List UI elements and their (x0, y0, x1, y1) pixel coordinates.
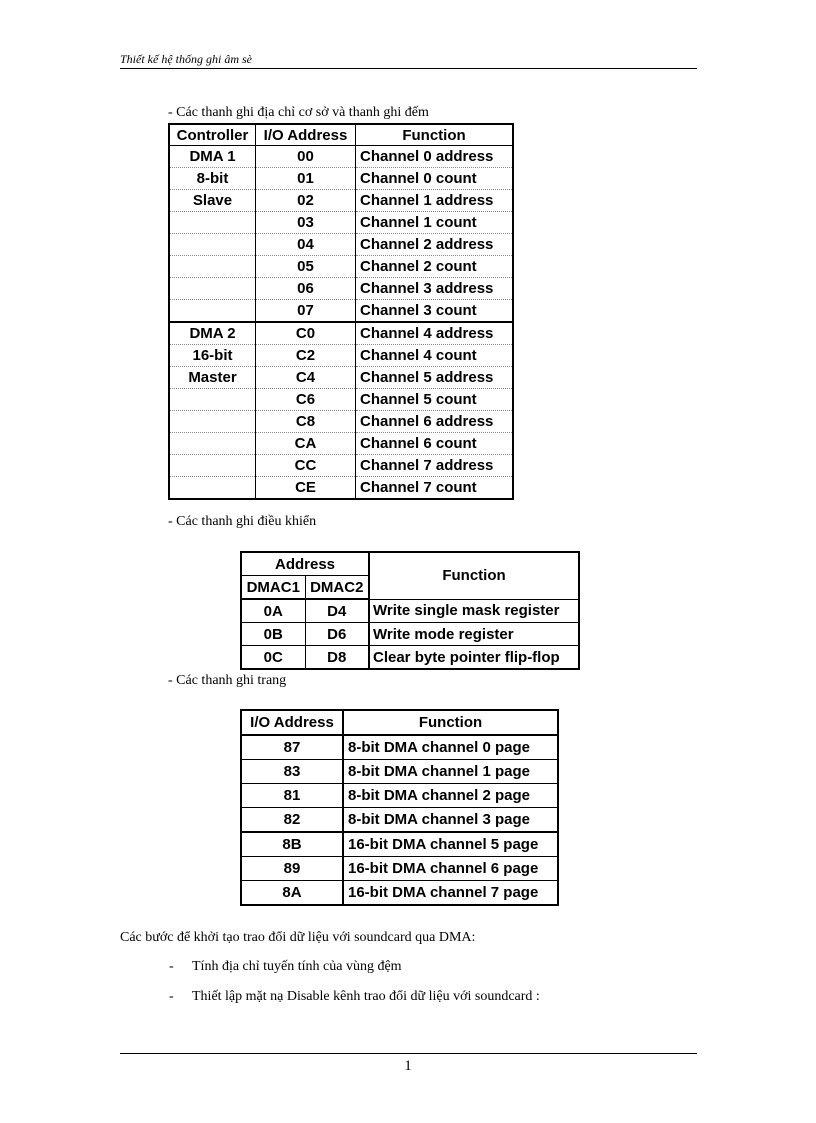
cell-controller (169, 256, 256, 278)
steps-title: Các bước để khởi tạo trao đổi dữ liệu với soundcard qua DMA: (120, 930, 476, 945)
cell-function: Channel 3 address (356, 278, 514, 300)
column-header-dmac1: DMAC1 (241, 576, 305, 600)
column-header-address: Address (241, 552, 369, 576)
cell-function: Channel 1 count (356, 212, 514, 234)
cell-controller: DMA 2 (169, 322, 256, 345)
cell-address: 07 (256, 300, 356, 323)
table-row (241, 623, 579, 646)
table-row (241, 735, 558, 760)
cell-function: Channel 0 count (356, 168, 514, 190)
cell-function: Channel 6 count (356, 433, 514, 455)
cell-address: 89 (241, 857, 343, 881)
cell-controller (169, 411, 256, 433)
cell-controller: Slave (169, 190, 256, 212)
table-row (169, 146, 513, 168)
list-item-text: Tính địa chỉ tuyến tính của vùng đệm (192, 959, 402, 974)
section1-caption: - Các thanh ghi địa chỉ cơ sở và thanh ghi đếm (168, 105, 429, 120)
cell-address: 8B (241, 832, 343, 857)
cell-address: C4 (256, 367, 356, 389)
cell-dmac1: 0A (241, 599, 305, 623)
table-row (241, 832, 558, 857)
running-header: Thiết kế hệ thống ghi âm sè (120, 52, 252, 66)
table-row (169, 278, 513, 300)
cell-dmac2: D6 (305, 623, 369, 646)
table-row (169, 389, 513, 411)
cell-controller (169, 278, 256, 300)
cell-address: C8 (256, 411, 356, 433)
cell-address: 04 (256, 234, 356, 256)
cell-address: 8A (241, 881, 343, 906)
column-header-io-address: I/O Address (256, 124, 356, 146)
cell-controller (169, 234, 256, 256)
cell-address: 03 (256, 212, 356, 234)
column-header-io-address: I/O Address (241, 710, 343, 735)
table-row (241, 881, 558, 906)
table-row (169, 256, 513, 278)
cell-function: Channel 3 count (356, 300, 514, 323)
table-row (241, 760, 558, 784)
list-dash: - (169, 959, 174, 974)
cell-address: 82 (241, 808, 343, 833)
table-row (169, 300, 513, 323)
cell-function: 16-bit DMA channel 5 page (343, 832, 558, 857)
cell-controller (169, 477, 256, 500)
table-row (241, 784, 558, 808)
cell-controller: 8-bit (169, 168, 256, 190)
cell-address: 87 (241, 735, 343, 760)
table-row (169, 190, 513, 212)
cell-function: Channel 6 address (356, 411, 514, 433)
cell-dmac2: D8 (305, 646, 369, 670)
cell-function: Channel 4 address (356, 322, 514, 345)
footer-rule (120, 1053, 697, 1054)
cell-function: 8-bit DMA channel 3 page (343, 808, 558, 833)
cell-address: 81 (241, 784, 343, 808)
cell-function: Channel 5 address (356, 367, 514, 389)
table-row (241, 646, 579, 670)
page-register-table (240, 709, 559, 906)
table-row (169, 322, 513, 345)
cell-controller: 16-bit (169, 345, 256, 367)
cell-function: Channel 7 count (356, 477, 514, 500)
cell-address: 83 (241, 760, 343, 784)
cell-controller (169, 455, 256, 477)
cell-function: 16-bit DMA channel 7 page (343, 881, 558, 906)
table-row (169, 433, 513, 455)
cell-function: Write single mask register (369, 599, 579, 623)
table-row (169, 212, 513, 234)
table-row (169, 345, 513, 367)
cell-function: 8-bit DMA channel 1 page (343, 760, 558, 784)
cell-function: 8-bit DMA channel 2 page (343, 784, 558, 808)
cell-address: 01 (256, 168, 356, 190)
cell-address: 05 (256, 256, 356, 278)
cell-dmac1: 0C (241, 646, 305, 670)
section2-caption: - Các thanh ghi điều khiển (168, 514, 317, 529)
cell-address: 06 (256, 278, 356, 300)
cell-address: CA (256, 433, 356, 455)
cell-address: C0 (256, 322, 356, 345)
cell-address: 02 (256, 190, 356, 212)
cell-controller (169, 300, 256, 323)
cell-dmac1: 0B (241, 623, 305, 646)
cell-dmac2: D4 (305, 599, 369, 623)
column-header-dmac2: DMAC2 (305, 576, 369, 600)
table-row (169, 411, 513, 433)
table-header-row (169, 124, 513, 146)
table-header-row (241, 710, 558, 735)
column-header-controller: Controller (169, 124, 256, 146)
cell-function: Clear byte pointer flip-flop (369, 646, 579, 670)
cell-function: Channel 7 address (356, 455, 514, 477)
column-header-function: Function (343, 710, 558, 735)
cell-function: Channel 2 address (356, 234, 514, 256)
cell-function: Channel 2 count (356, 256, 514, 278)
section3-caption: - Các thanh ghi trang (168, 673, 287, 688)
table-row (169, 234, 513, 256)
cell-function: Write mode register (369, 623, 579, 646)
table-row (169, 455, 513, 477)
header-rule (120, 68, 697, 69)
column-header-function: Function (356, 124, 514, 146)
cell-address: C6 (256, 389, 356, 411)
table-row (169, 168, 513, 190)
cell-function: 16-bit DMA channel 6 page (343, 857, 558, 881)
cell-function: Channel 4 count (356, 345, 514, 367)
control-register-table (240, 551, 580, 670)
cell-function: Channel 1 address (356, 190, 514, 212)
cell-controller: Master (169, 367, 256, 389)
cell-function: Channel 5 count (356, 389, 514, 411)
page-number: 1 (404, 1058, 412, 1074)
cell-address: CE (256, 477, 356, 500)
table-row (241, 857, 558, 881)
table-row (169, 477, 513, 500)
cell-controller (169, 389, 256, 411)
cell-function: 8-bit DMA channel 0 page (343, 735, 558, 760)
cell-address: CC (256, 455, 356, 477)
cell-controller (169, 212, 256, 234)
base-count-register-table (168, 123, 514, 500)
list-item-text: Thiết lập mặt nạ Disable kênh trao đổi dữ liệu với soundcard : (192, 989, 540, 1004)
column-header-function: Function (369, 552, 579, 599)
table-row (241, 808, 558, 833)
table-row (169, 367, 513, 389)
table-row (241, 599, 579, 623)
cell-function: Channel 0 address (356, 146, 514, 168)
cell-address: C2 (256, 345, 356, 367)
list-dash: - (169, 989, 174, 1004)
table-header-row (241, 552, 579, 576)
cell-controller: DMA 1 (169, 146, 256, 168)
cell-address: 00 (256, 146, 356, 168)
cell-controller (169, 433, 256, 455)
